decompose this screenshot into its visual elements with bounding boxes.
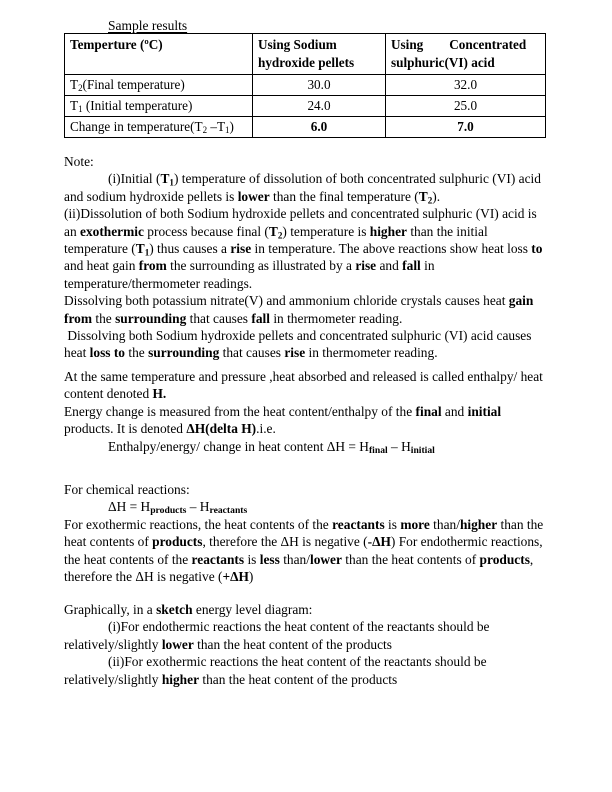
paragraph-text: Energy change is measured from the heat content/enthalpy of the xyxy=(64,403,416,419)
emphasis-gain-from: gain from xyxy=(64,293,534,326)
emphasis-more: more xyxy=(400,516,430,532)
graphical-intro xyxy=(64,601,550,618)
emphasis-negative-delta-h: -ΔH xyxy=(367,534,391,550)
table-row xyxy=(65,117,546,138)
emphasis-positive-delta-h: +ΔH xyxy=(222,569,249,585)
paragraph-text: is xyxy=(384,516,401,532)
item-marker: (i) xyxy=(108,619,121,635)
note-symbol-t1: $T_1$ xyxy=(135,241,150,258)
emphasis-h: H. xyxy=(152,386,167,402)
note-item-i xyxy=(64,170,550,205)
note-emphasis-fall: fall xyxy=(402,258,421,274)
paragraph-text: ) xyxy=(248,569,254,585)
paragraph-text: is xyxy=(244,551,260,567)
formula-text: Enthalpy/energy/ change in heat content ΔH = H xyxy=(108,438,369,454)
emphasis-initial: initial xyxy=(467,403,502,419)
paragraph-text: and xyxy=(441,403,468,419)
note-text: and xyxy=(376,258,403,274)
paragraph-text: , therefore the ΔH is negative ( xyxy=(64,551,534,585)
label-subscript: 2 xyxy=(202,125,208,136)
note-symbol-t2: $T_2$ xyxy=(418,188,433,206)
header-sodium-hydroxide-line1: Using Sodium xyxy=(258,37,337,52)
header-temperature-label: Temperture (ºC) xyxy=(70,37,163,52)
note-emphasis-rise-2: rise xyxy=(355,258,377,274)
emphasis-products: products xyxy=(152,534,203,550)
paragraph-text: that causes xyxy=(219,345,285,361)
cell-naoh-change: 6.0 xyxy=(253,117,386,138)
emphasis-fall: fall xyxy=(251,310,270,326)
sample-results-table xyxy=(64,33,546,138)
graphical-item-ii xyxy=(64,653,550,688)
label-symbol: T xyxy=(70,98,79,113)
enthalpy-block xyxy=(64,368,550,455)
formula-delta-h-products-reactants xyxy=(64,498,550,515)
header-sodium-hydroxide xyxy=(253,34,386,75)
label-text: (Final temperature) xyxy=(82,77,185,92)
formula-enthalpy-change xyxy=(64,438,550,455)
paragraph-text: ) For endothermic reactions, the heat contents of the xyxy=(64,534,543,567)
table-row xyxy=(65,96,546,117)
note-item-ii xyxy=(64,205,550,292)
emphasis-loss-to: loss to xyxy=(89,345,125,361)
cell-acid-change: 7.0 xyxy=(386,117,546,138)
note-emphasis-rise: rise xyxy=(230,241,252,257)
paragraph-text: .i.e. xyxy=(256,421,276,437)
note-text: process because final ( xyxy=(143,223,269,239)
note-symbol-t2: $T_2$ xyxy=(268,223,283,240)
note-emphasis-to: to xyxy=(531,241,543,257)
paragraph-text: than the heat contents of xyxy=(341,551,480,567)
formula-subscript-initial: initial xyxy=(410,444,435,456)
paragraph-naoh-dissolution xyxy=(64,327,550,362)
note-text: ). xyxy=(432,188,441,204)
paragraph-text: than/ xyxy=(429,516,460,532)
row-label-change-temperature xyxy=(65,117,253,138)
paragraph-text: Graphically, in a xyxy=(64,602,157,617)
note-marker: (ii) xyxy=(64,206,81,222)
paragraph-nitrate-dissolution xyxy=(64,292,550,327)
paragraph-enthalpy-definition xyxy=(64,368,550,403)
formula-subscript-reactants: reactants xyxy=(209,505,248,517)
paragraph-exothermic-endothermic xyxy=(64,516,550,586)
row-label-initial-temperature xyxy=(65,96,253,117)
label-text-2: ) xyxy=(229,119,234,134)
emphasis-products-2: products xyxy=(479,551,530,567)
note-text: than the initial temperature ( xyxy=(64,223,488,257)
emphasis-higher: higher xyxy=(459,516,498,532)
note-text: in temperature/thermometer readings. xyxy=(64,258,435,291)
label-subscript: 2 xyxy=(78,83,83,94)
emphasis-final: final xyxy=(415,403,442,419)
cell-naoh-final: 30.0 xyxy=(253,75,386,96)
note-symbol-t1: $T_1$ xyxy=(160,171,174,188)
paragraph-text: than/ xyxy=(279,551,310,567)
emphasis-lower: lower xyxy=(161,636,194,652)
emphasis-lower: lower xyxy=(309,551,342,567)
paragraph-text: the xyxy=(125,345,149,361)
graphical-block xyxy=(64,601,550,688)
paragraph-energy-change xyxy=(64,403,550,438)
paragraph-text: Dissolving both Sodium hydroxide pellets and concentrated sulphuric (VI) acid causes heat xyxy=(64,328,532,361)
header-sulphuric-acid-word2: Concentrated xyxy=(449,37,527,52)
cell-naoh-initial: 24.0 xyxy=(253,96,386,117)
note-text: Initial ( xyxy=(120,171,161,187)
paragraph-text: For exothermic reactions the heat content of the reactants should be relatively/slightly xyxy=(64,654,487,687)
graphical-item-i xyxy=(64,618,550,653)
header-sulphuric-acid-word1: Using xyxy=(391,37,424,52)
reactions-intro: For chemical reactions: xyxy=(64,482,190,497)
emphasis-reactants-2: reactants xyxy=(191,551,245,567)
label-text: –T xyxy=(207,119,225,134)
header-sulphuric-acid-line2: sulphuric(VI) acid xyxy=(391,55,495,70)
formula-subscript-products: products xyxy=(150,505,187,517)
note-text: and heat gain xyxy=(64,258,139,274)
formula-subscript-final: final xyxy=(368,444,388,456)
note-text: ) temperature is xyxy=(282,223,370,239)
emphasis-surrounding: surrounding xyxy=(115,310,187,326)
paragraph-text: the xyxy=(92,310,116,326)
reactions-block xyxy=(64,481,550,585)
note-text: the surrounding as illustrated by a xyxy=(166,258,356,274)
paragraph-text: , therefore the ΔH is negative ( xyxy=(202,534,368,550)
paragraph-text: than the heat content of the products xyxy=(199,671,398,687)
table-row xyxy=(65,75,546,96)
note-text: ) temperature of dissolution of both concentrated sulphuric (VI) acid and sodium hydroxide pellets is xyxy=(64,171,541,204)
note-marker: (i) xyxy=(108,171,121,187)
formula-text: – H xyxy=(186,499,210,515)
paragraph-text: than the heat contents of xyxy=(64,516,544,550)
paragraph-text: Dissolving both potassium nitrate(V) and ammonium chloride crystals causes heat xyxy=(64,293,509,309)
paragraph-text: than the heat content of the products xyxy=(193,636,392,652)
paragraph-text: in thermometer reading. xyxy=(269,310,403,326)
cell-acid-final: 32.0 xyxy=(386,75,546,96)
emphasis-less: less xyxy=(259,551,280,567)
item-marker: (ii) xyxy=(108,654,125,670)
formula-text: – H xyxy=(387,438,411,454)
header-sodium-hydroxide-line2: hydroxide pellets xyxy=(258,55,355,70)
page-title: Sample results xyxy=(108,18,188,33)
note-text: ) thus causes a xyxy=(149,241,231,257)
paragraph-text: that causes xyxy=(186,310,252,326)
note-text: than the final temperature ( xyxy=(269,188,419,204)
label-text: (Initial temperature) xyxy=(82,98,193,113)
paragraph-text: in thermometer reading. xyxy=(305,345,438,361)
label-symbol: T xyxy=(70,77,79,92)
note-emphasis-from: from xyxy=(138,258,167,274)
paragraph-text: At the same temperature and pressure ,heat absorbed and released is called enthalpy/ heat content denoted xyxy=(64,369,543,402)
note-emphasis-higher: higher xyxy=(369,223,407,239)
label-subscript-2: 1 xyxy=(225,125,230,136)
cell-acid-initial: 25.0 xyxy=(386,96,546,117)
paragraph-text: For endothermic reactions the heat content of the reactants should be relatively/slightly xyxy=(64,619,490,652)
notes-title: Note: xyxy=(64,154,94,169)
label-subscript: 1 xyxy=(78,104,83,115)
note-text: in temperature. The above reactions show heat loss xyxy=(251,241,532,257)
emphasis-rise: rise xyxy=(284,345,306,361)
notes-block xyxy=(64,153,550,362)
emphasis-surrounding: surrounding xyxy=(148,345,220,361)
emphasis-reactants: reactants xyxy=(332,516,385,532)
note-text: Dissolution of both Sodium hydroxide pellets and concentrated sulphuric (VI) acid is an xyxy=(64,206,537,239)
paragraph-text: energy level diagram: xyxy=(192,602,313,617)
formula-text: ΔH = H xyxy=(108,499,151,515)
label-symbol: Change in temperature(T xyxy=(70,119,203,134)
row-label-final-temperature xyxy=(65,75,253,96)
note-emphasis-lower: lower xyxy=(237,188,270,204)
paragraph-text: For exothermic reactions, the heat contents of the xyxy=(64,516,333,532)
paragraph-text: products. It is denoted xyxy=(64,421,187,437)
emphasis-sketch: sketch xyxy=(156,602,193,617)
note-emphasis-exothermic: exothermic xyxy=(80,223,144,239)
emphasis-delta-h: ΔH(delta H) xyxy=(186,421,257,437)
header-temperature xyxy=(65,34,253,75)
header-sulphuric-acid xyxy=(386,34,546,75)
table-header-row xyxy=(65,34,546,75)
emphasis-higher: higher xyxy=(161,671,200,687)
